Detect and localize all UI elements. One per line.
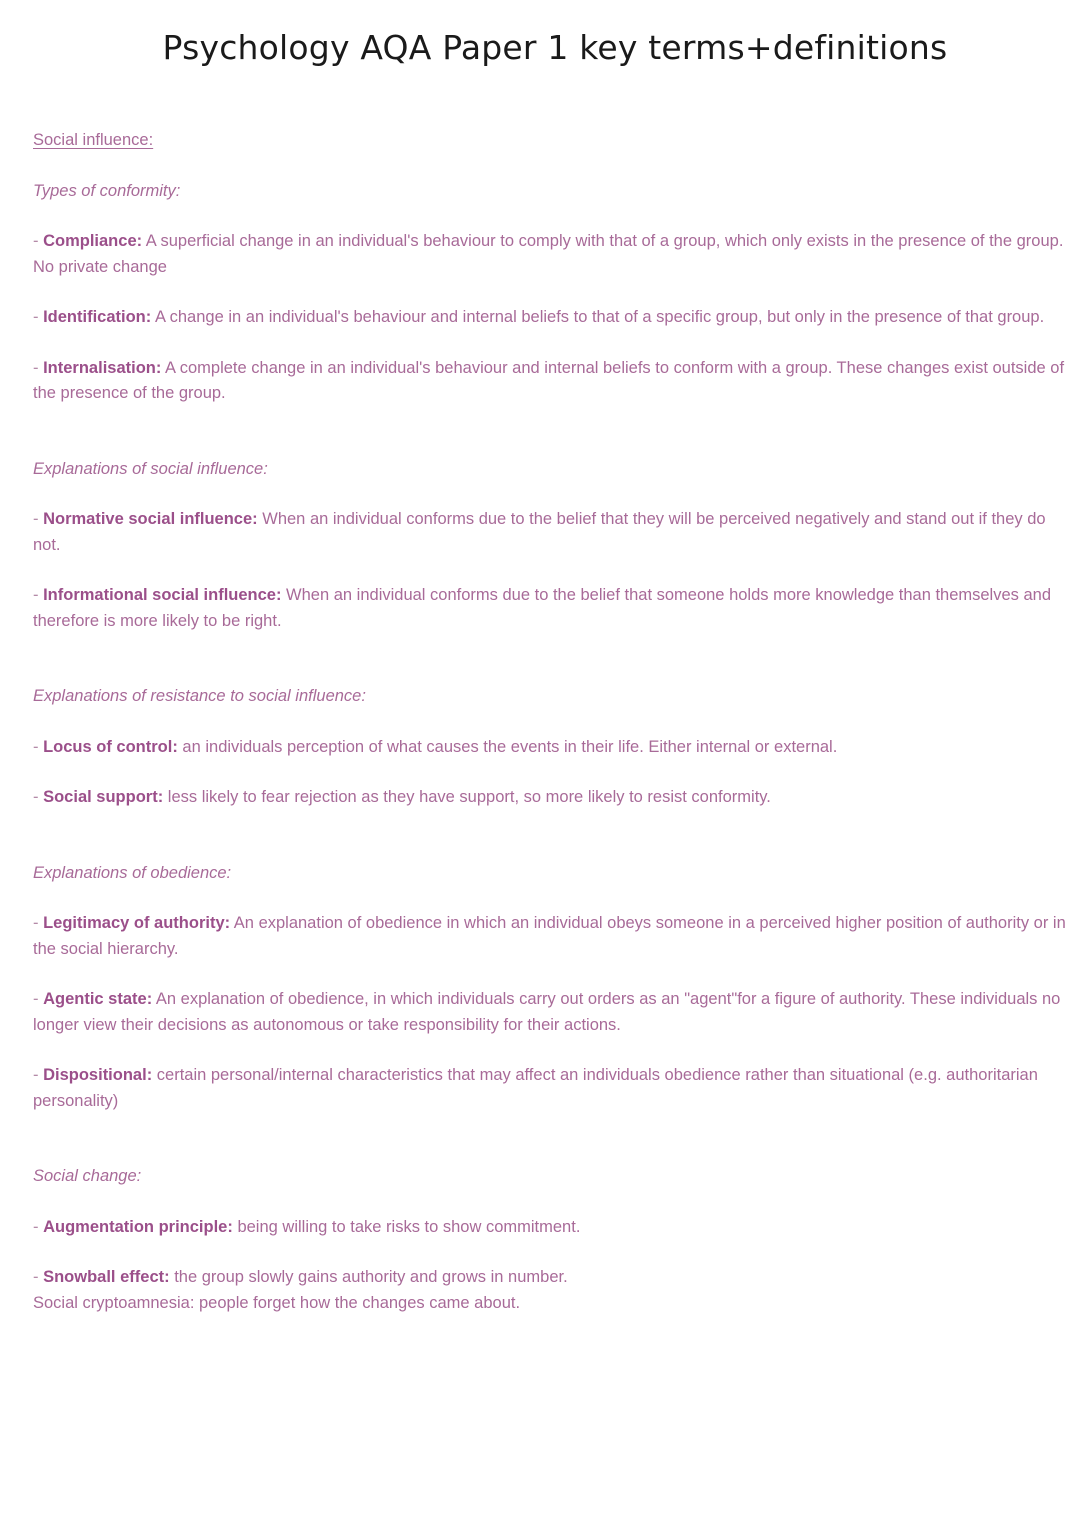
term: Dispositional [43, 1066, 147, 1084]
bullet-dash: - [33, 788, 44, 806]
term: Normative social influence [43, 510, 253, 528]
definition-entry [33, 583, 1073, 634]
definition: certain personal/internal characteristics that may affect an individuals obedience rather than situational (e.g. authoritarian personality) [33, 1066, 1038, 1110]
spacer [33, 1139, 1073, 1164]
spacer [33, 659, 1073, 684]
term-separator: : [146, 990, 153, 1008]
definition-entry [33, 305, 1073, 331]
definition-entry [33, 507, 1073, 558]
definition: An explanation of obedience in which an individual obeys someone in a perceived higher position of authority or in the social hierarchy. [33, 914, 1066, 958]
definition-entry [33, 987, 1073, 1038]
subheading: Explanations of resistance to social influence: [33, 687, 366, 705]
definition-entry [33, 356, 1073, 407]
bullet-dash: - [33, 586, 44, 604]
group-resistance [33, 684, 1073, 811]
bullet-dash: - [33, 1066, 44, 1084]
group-obedience [33, 861, 1073, 1115]
spacer [33, 836, 1073, 861]
definition: an individuals perception of what causes the events in their life. Either internal or external. [177, 737, 838, 756]
term: Identification [43, 308, 146, 326]
term-separator: : [145, 308, 152, 326]
term-separator: : [252, 510, 258, 528]
term: Informational social influence: [43, 586, 282, 604]
definition-entry [33, 785, 1073, 811]
bullet-dash: - [33, 737, 44, 756]
definition: the group slowly gains authority and grows in number. [169, 1268, 568, 1286]
definition-entry [33, 229, 1073, 280]
definition: A superficial change in an individual's behaviour to comply with that of a group, which only exists in the presence of the group. No private change [33, 232, 1064, 276]
term-separator: : [227, 1217, 233, 1236]
definition-entry [33, 1215, 1073, 1241]
document-body [33, 128, 1073, 1341]
definition-entry [33, 911, 1073, 962]
definition: An explanation of obedience, in which individuals carry out orders as an "agent"for a figure of authority. These individuals no longer view their decisions as autonomous or take responsibility for their actions. [33, 990, 1061, 1034]
definition: When an individual conforms due to the belief that they will be perceived negatively and stand out if they do not. [33, 510, 1046, 554]
term-separator: : [155, 358, 162, 377]
term-separator: : [136, 232, 143, 250]
term: Social support [43, 788, 158, 806]
definition-entry [33, 735, 1073, 761]
term: Locus of control [43, 737, 173, 756]
subheading: Social change: [33, 1167, 142, 1185]
page-title: Psychology AQA Paper 1 key terms+definitions [162, 28, 948, 67]
bullet-dash: - [33, 232, 44, 250]
section-heading: Social influence: [33, 131, 154, 149]
bullet-dash: - [33, 990, 44, 1008]
term: Internalisation [43, 358, 156, 377]
spacer [33, 432, 1073, 457]
group-social-change [33, 1164, 1073, 1316]
definition: A complete change in an individual's behaviour and internal beliefs to conform with a group. These changes exist outside of the presence of the group. [33, 358, 1065, 402]
definition: less likely to fear rejection as they have support, so more likely to resist conformity. [163, 788, 771, 806]
term-separator: : [172, 737, 178, 756]
definition-entry [33, 1063, 1073, 1114]
subheading: Explanations of obedience: [33, 863, 232, 882]
term-separator: : [164, 1268, 170, 1286]
group-types-of-conformity [33, 179, 1073, 407]
term-separator: : [224, 914, 231, 932]
term: Augmentation principle [43, 1217, 228, 1236]
term-separator: : [157, 788, 164, 806]
bullet-dash: - [33, 1268, 44, 1286]
term: Agentic state [43, 990, 147, 1008]
subheading: Explanations of social influence: [33, 459, 268, 478]
term: Compliance [43, 232, 137, 250]
definition: When an individual conforms due to the belief that someone holds more knowledge than themselves and therefore is more likely to be right. [33, 586, 1052, 630]
note-line: Social cryptoamnesia: people forget how the changes came about. [33, 1293, 521, 1312]
group-explanations-social-influence [33, 457, 1073, 635]
bullet-dash: - [33, 308, 44, 326]
definition: A change in an individual's behaviour and internal beliefs to that of a specific group, but only in the presence of that group. [151, 308, 1045, 326]
bullet-dash: - [33, 510, 44, 528]
term-separator: : [146, 1066, 153, 1084]
definition: being willing to take risks to show commitment. [232, 1217, 581, 1236]
subheading: Types of conformity: [33, 181, 181, 200]
term: Legitimacy of authority [43, 914, 225, 932]
bullet-dash: - [33, 1217, 44, 1236]
term: Snowball effect [43, 1268, 165, 1286]
bullet-dash: - [33, 358, 44, 377]
definition-entry [33, 1265, 1073, 1316]
bullet-dash: - [33, 914, 44, 932]
